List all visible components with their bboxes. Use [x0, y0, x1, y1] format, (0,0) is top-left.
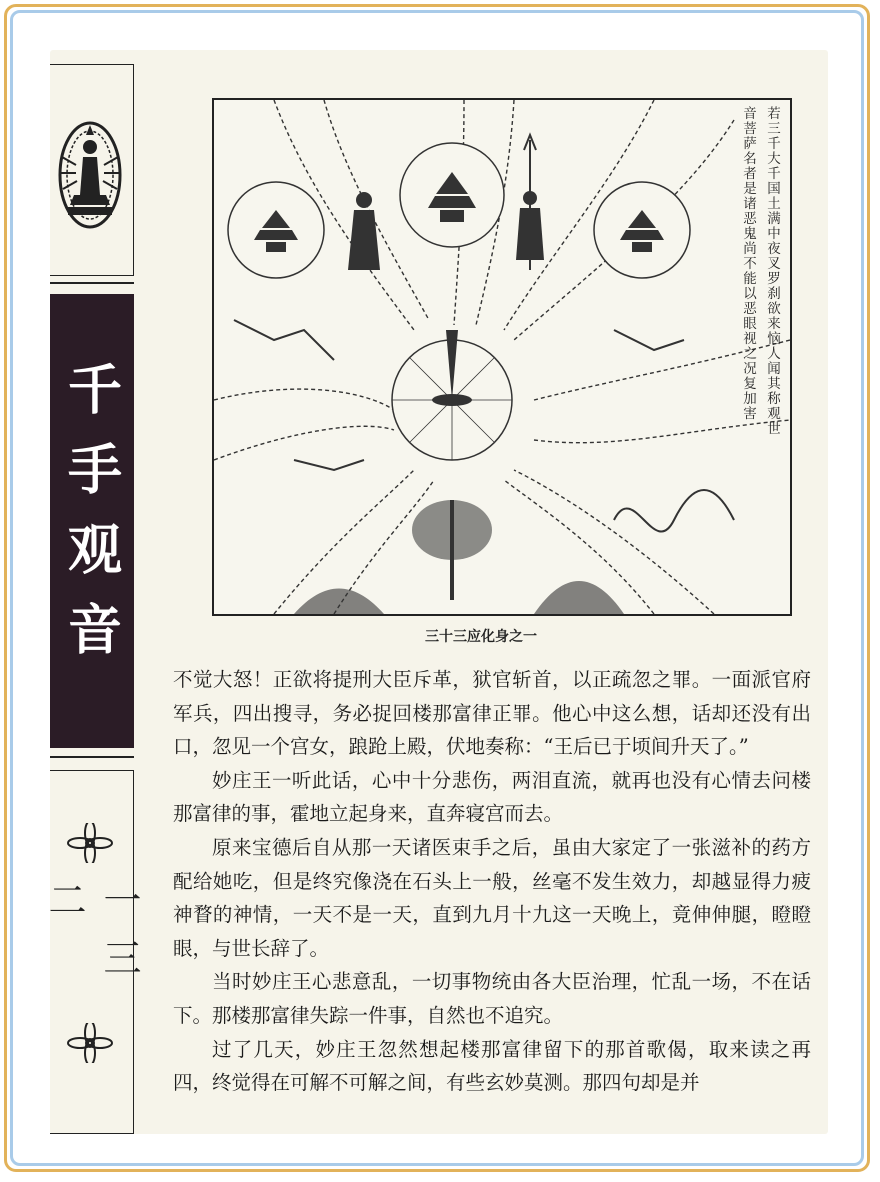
body-text: [173, 663, 811, 1100]
flower-ornament-icon: [50, 1023, 134, 1063]
illustration-caption: 三十三应化身之一: [425, 629, 537, 645]
paragraph: 过了几天，妙庄王忽然想起楼那富律留下的那首歌偈，取来读之再四，终觉得在可解不可解之间，有些玄妙莫测。那四句却是并: [173, 1037, 811, 1095]
emblem-box: [50, 64, 134, 276]
book-title-panel: [50, 294, 134, 748]
sidebar: [42, 50, 141, 1134]
book-title: 千手观音: [59, 361, 124, 681]
illustration-inscription: 若三千大千国土满中夜叉罗刹欲来恼人闻其称观世音菩萨名者是诸恶鬼尚不能以恶眼视之况复加害: [740, 106, 780, 436]
book-page: [42, 50, 828, 1134]
paragraph: 当时妙庄王心悲意乱，一切事物统由各大臣治理，忙乱一场，不在话下。那楼那富律失踪一件事，自然也不追究。: [173, 970, 811, 1027]
flower-ornament-icon: [50, 823, 134, 863]
sidebar-rule: [50, 756, 134, 758]
page-number: 一三二: [42, 880, 141, 996]
guanyin-emblem-icon: [50, 65, 134, 277]
paragraph: 原来宝德后自从那一天诸医束手之后，虽由大家定了一张滋补的药方配给她吃，但是终究像浇在石头上一般，丝毫不发生效力，却越显得力疲神瞀的神情，一天不是一天，直到九月十九这一天晚上，竟伸伸腿，瞪瞪眼，与世长辞了。: [173, 835, 811, 960]
paragraph: 不觉大怒！正欲将提刑大臣斥革，狱官斩首，以正疏忽之罪。一面派官府军兵，四出搜寻，务必捉回楼那富律正罪。他心中这么想，话却还没有出口，忽见一个宫女，踉跄上殿，伏地奏称：“王后已于顷间升天了。”: [173, 668, 811, 759]
woodblock-illustration: [212, 98, 792, 616]
paragraph: 妙庄王一听此话，心中十分悲伤，两泪直流，就再也没有心情去问楼那富律的事，霍地立起身来，直奔寝宫而去。: [173, 768, 811, 826]
illustration-drawing: [214, 100, 790, 614]
page-number-wrap: [42, 880, 141, 1020]
sidebar-rule: [50, 282, 134, 284]
